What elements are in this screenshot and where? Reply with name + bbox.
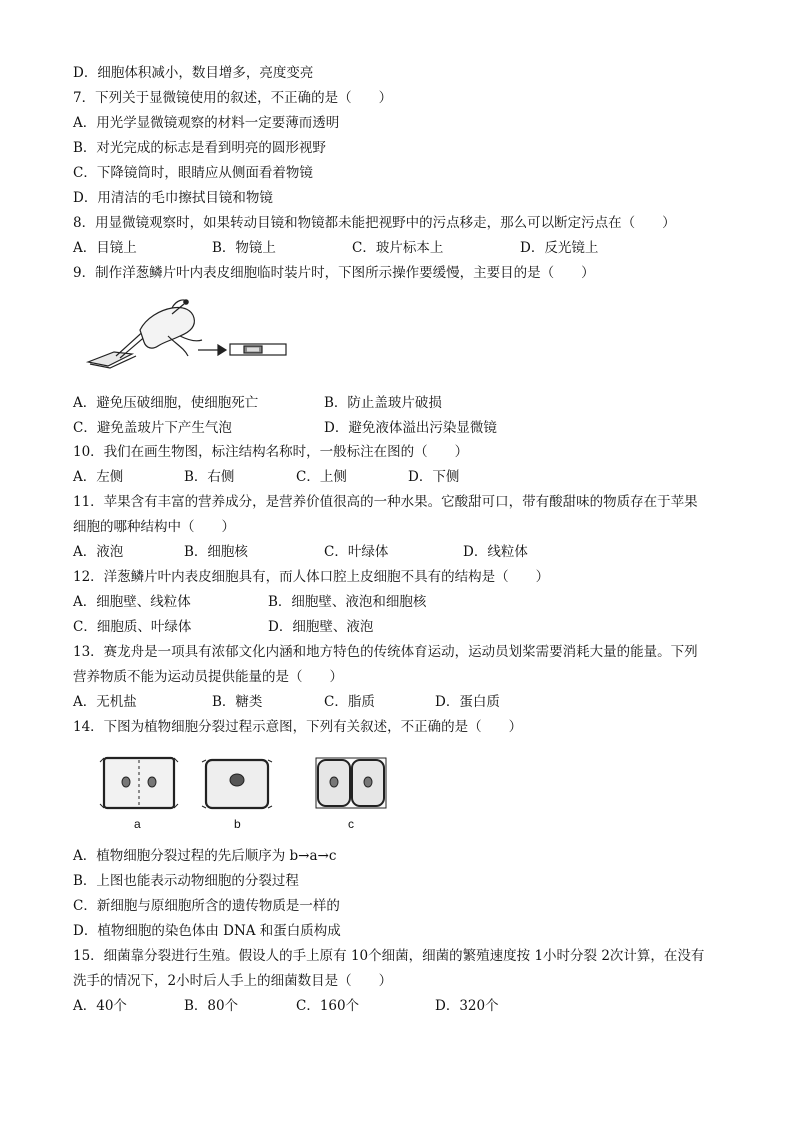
q13-option-b: B．糖类 — [212, 694, 263, 710]
coverslip-operation-figure — [80, 296, 290, 378]
q13-option-d: D．蛋白质 — [435, 694, 500, 710]
q15-stem-line1: 15．细菌靠分裂进行生殖。假设人的手上原有 10个细菌，细菌的繁殖速度按 1小时分裂 2次计算，在没有 — [73, 948, 705, 964]
q12-stem: 12．洋葱鳞片叶内表皮细胞具有，而人体口腔上皮细胞不具有的结构是（ ） — [73, 569, 550, 585]
q14-option-a: A．植物细胞分裂过程的先后顺序为 b→a→c — [73, 848, 337, 864]
q8-option-c: C．玻片标本上 — [352, 240, 444, 256]
q14-option-d: D．植物细胞的染色体由 DNA 和蛋白质构成 — [73, 923, 341, 939]
q14-option-b: B．上图也能表示动物细胞的分裂过程 — [73, 873, 299, 889]
q7-option-c: C．下降镜筒时，眼睛应从侧面看着物镜 — [73, 165, 313, 181]
q9-option-a: A．避免压破细胞，使细胞死亡 — [73, 395, 259, 411]
cell-label-c: c — [348, 817, 354, 831]
q15-option-a: A．40个 — [73, 998, 127, 1014]
q15-stem-line2: 洗手的情况下，2小时后人手上的细菌数目是（ ） — [73, 973, 393, 989]
q7-option-d: D．用清洁的毛巾擦拭目镜和物镜 — [73, 190, 273, 206]
cell-a-diagram — [100, 758, 178, 808]
q7-option-b: B．对光完成的标志是看到明亮的圆形视野 — [73, 140, 326, 156]
q12-option-d: D．细胞壁、液泡 — [268, 619, 374, 635]
q6-option-d: D．细胞体积减小，数目增多，亮度变亮 — [73, 65, 314, 81]
q7-stem: 7．下列关于显微镜使用的叙述，不正确的是（ ） — [73, 90, 393, 106]
q13-stem-line2: 营养物质不能为运动员提供能量的是（ ） — [73, 669, 343, 685]
q9-option-d: D．避免液体溢出污染显微镜 — [324, 420, 497, 436]
q12-option-c: C．细胞质、叶绿体 — [73, 619, 192, 635]
q13-stem-line1: 13．赛龙舟是一项具有浓郁文化内涵和地方特色的传统体育运动，运动员划桨需要消耗大量的能量。下列 — [73, 644, 698, 660]
q9-stem: 9．制作洋葱鳞片叶内表皮细胞临时装片时，下图所示操作要缓慢，主要目的是（ ） — [73, 265, 595, 281]
q11-stem-line1: 11．苹果含有丰富的营养成分，是营养价值很高的一种水果。它酸甜可口，带有酸甜味的物质存在于苹果 — [73, 494, 698, 510]
q10-option-a: A．左侧 — [73, 469, 124, 485]
q12-option-a: A．细胞壁、线粒体 — [73, 594, 191, 610]
q10-option-b: B．右侧 — [184, 469, 235, 485]
q10-stem: 10．我们在画生物图，标注结构名称时，一般标注在图的（ ） — [73, 444, 469, 460]
cell-division-figure — [96, 752, 406, 834]
q11-stem-line2: 细胞的哪种结构中（ ） — [73, 519, 235, 535]
q10-option-c: C．上侧 — [296, 469, 347, 485]
cell-label-a: a — [134, 817, 141, 831]
q11-option-b: B．细胞核 — [184, 544, 248, 560]
q15-option-d: D．320个 — [435, 998, 499, 1014]
q10-option-d: D．下侧 — [408, 469, 460, 485]
q8-stem: 8．用显微镜观察时，如果转动目镜和物镜都未能把视野中的污点移走，那么可以断定污点在（ ） — [73, 215, 676, 231]
q9-option-c: C．避免盖玻片下产生气泡 — [73, 420, 232, 436]
q11-option-c: C．叶绿体 — [324, 544, 389, 560]
cell-b-diagram — [202, 760, 272, 808]
cell-label-b: b — [234, 817, 241, 831]
q14-option-c: C．新细胞与原细胞所含的遗传物质是一样的 — [73, 898, 340, 914]
q8-option-d: D．反光镜上 — [520, 240, 599, 256]
q12-option-b: B．细胞壁、液泡和细胞核 — [268, 594, 427, 610]
q15-option-c: C．160个 — [296, 998, 360, 1014]
q8-option-a: A．目镜上 — [73, 240, 137, 256]
q9-option-b: B．防止盖玻片破损 — [324, 395, 442, 411]
q14-stem: 14．下图为植物细胞分裂过程示意图，下列有关叙述，不正确的是（ ） — [73, 719, 523, 735]
q13-option-c: C．脂质 — [324, 694, 375, 710]
q11-option-a: A．液泡 — [73, 544, 124, 560]
q11-option-d: D．线粒体 — [463, 544, 528, 560]
q8-option-b: B．物镜上 — [212, 240, 276, 256]
q15-option-b: B．80个 — [184, 998, 239, 1014]
q7-option-a: A．用光学显微镜观察的材料一定要薄而透明 — [73, 115, 340, 131]
q13-option-a: A．无机盐 — [73, 694, 137, 710]
cell-c-diagram — [316, 758, 386, 808]
